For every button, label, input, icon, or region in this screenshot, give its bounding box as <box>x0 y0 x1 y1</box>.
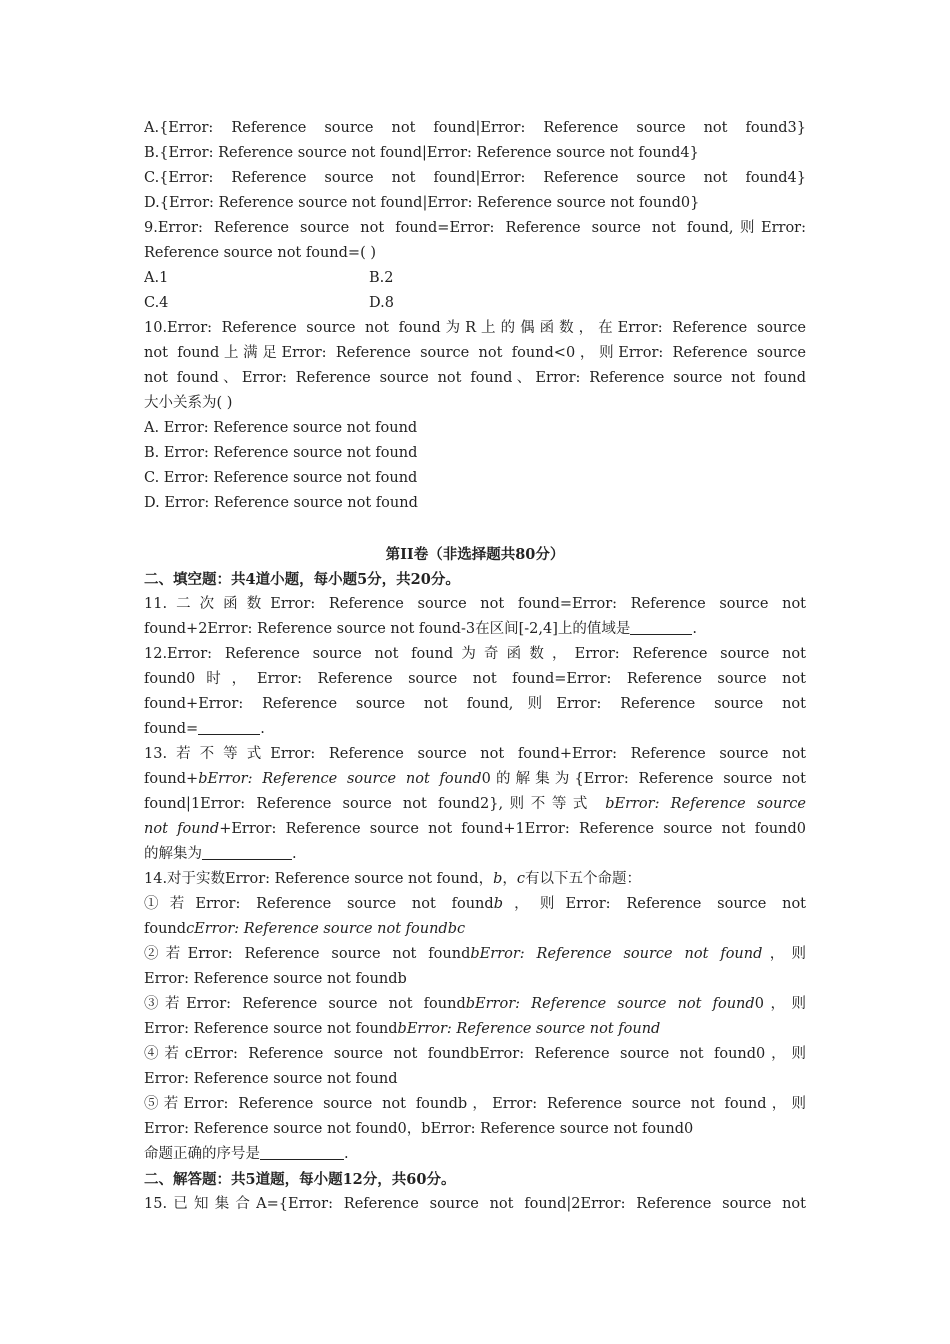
q9-option-a: A.1 <box>144 270 169 286</box>
q14-prop2-line1: ②若Error: Reference source not foundbError: Reference source not found，则 <box>144 946 806 962</box>
q8-option-c: C.{Error: Reference source not found|Error: Reference source not found4} <box>144 170 806 186</box>
q14-prop1-line1: ①若Error: Reference source not foundb，则Error: Reference source not <box>144 896 806 912</box>
q14-prop3-line2: Error: Reference source not foundbError: Reference source not found <box>144 1021 661 1037</box>
q10-option-c: C. Error: Reference source not found <box>144 470 418 486</box>
q10-option-d: D. Error: Reference source not found <box>144 495 418 511</box>
q13-answer-blank[interactable] <box>202 845 292 860</box>
q9-option-d: D.8 <box>369 295 394 311</box>
q14-prop5-line1: ⑤若Error: Reference source not foundb，Error: Reference source not found，则 <box>144 1096 806 1112</box>
q14-prop4-line2: Error: Reference source not found <box>144 1071 398 1087</box>
q8-option-d: D.{Error: Reference source not found|Error: Reference source not found0} <box>144 195 700 211</box>
q8-option-a: A.{Error: Reference source not found|Error: Reference source not found3} <box>144 120 806 136</box>
q12-line4: found= . <box>144 721 265 737</box>
part2-title: 第II卷（非选择题共80分） <box>385 546 565 563</box>
q9-option-c: C.4 <box>144 295 169 311</box>
q9-options-row1 <box>144 266 806 291</box>
q8-option-b: B.{Error: Reference source not found|Error: Reference source not found4} <box>144 145 699 161</box>
q10-option-a: A. Error: Reference source not found <box>144 420 418 436</box>
q13-line4: not found+Error: Reference source not found+1Error: Reference source not found0 <box>144 821 806 837</box>
q9-stem-line2: Reference source not found=( ) <box>144 245 376 261</box>
q10-stem-line1: 10.Error: Reference source not found为R上的偶函数，在Error: Reference source <box>144 320 806 336</box>
q10-option-b: B. Error: Reference source not found <box>144 445 418 461</box>
q10-stem-line4: 大小关系为( ) <box>144 395 233 411</box>
q14-answer-line: 命题正确的序号是 . <box>144 1146 349 1162</box>
q13-line1: 13.若不等式Error: Reference source not found+Error: Reference source not <box>144 746 806 762</box>
q14-prop2-line2: Error: Reference source not foundb <box>144 971 407 987</box>
fill-section-header: 二、填空题：共4道小题，每小题5分，共20分。 <box>144 571 460 588</box>
q11-answer-blank[interactable] <box>630 620 692 635</box>
q9-stem-line1: 9.Error: Reference source not found=Error: Reference source not found,则Error: <box>144 220 806 236</box>
q12-line1: 12.Error: Reference source not found为奇函数，Error: Reference source not <box>144 646 806 662</box>
q9-options-row2 <box>144 291 806 316</box>
q12-line2: found0时，Error: Reference source not found=Error: Reference source not <box>144 671 806 687</box>
q13-line5: 的解集为 . <box>144 846 297 862</box>
q12-answer-blank[interactable] <box>198 720 260 735</box>
q12-line3: found+Error: Reference source not found,则Error: Reference source not <box>144 696 806 712</box>
q9-option-b: B.2 <box>369 270 394 286</box>
q10-stem-line2: not found上满足Error: Reference source not found<0，则Error: Reference source <box>144 345 806 361</box>
q11-line2: found+2Error: Reference source not found-3在区间[-2,4]上的值域是 . <box>144 621 697 637</box>
q14-prop1-line2: foundcError: Reference source not foundbc <box>144 921 466 937</box>
q13-line2: found+bError: Reference source not found0的解集为{Error: Reference source not <box>144 771 806 787</box>
solve-section-header: 二、解答题：共5道题，每小题12分，共60分。 <box>144 1171 456 1188</box>
q14-line1: 14.对于实数Error: Reference source not found，b，c有以下五个命题： <box>144 871 642 887</box>
q14-answer-blank[interactable] <box>260 1145 344 1160</box>
q14-prop5-line2: Error: Reference source not found0，bError: Reference source not found0 <box>144 1121 694 1137</box>
q10-stem-line3: not found、Error: Reference source not found、Error: Reference source not found <box>144 370 806 386</box>
document-page <box>144 116 806 1217</box>
q14-prop3-line1: ③若Error: Reference source not foundbError: Reference source not found0，则 <box>144 996 806 1012</box>
q15-line1: 15.已知集合A={Error: Reference source not found|2Error: Reference source not <box>144 1196 806 1212</box>
q13-line3: found|1Error: Reference source not found2},则不等式 bError: Reference source <box>144 796 806 812</box>
q11-line1: 11.二次函数Error: Reference source not found=Error: Reference source not <box>144 596 806 612</box>
q14-prop4-line1: ④若cError: Reference source not foundbError: Reference source not found0，则 <box>144 1046 806 1062</box>
